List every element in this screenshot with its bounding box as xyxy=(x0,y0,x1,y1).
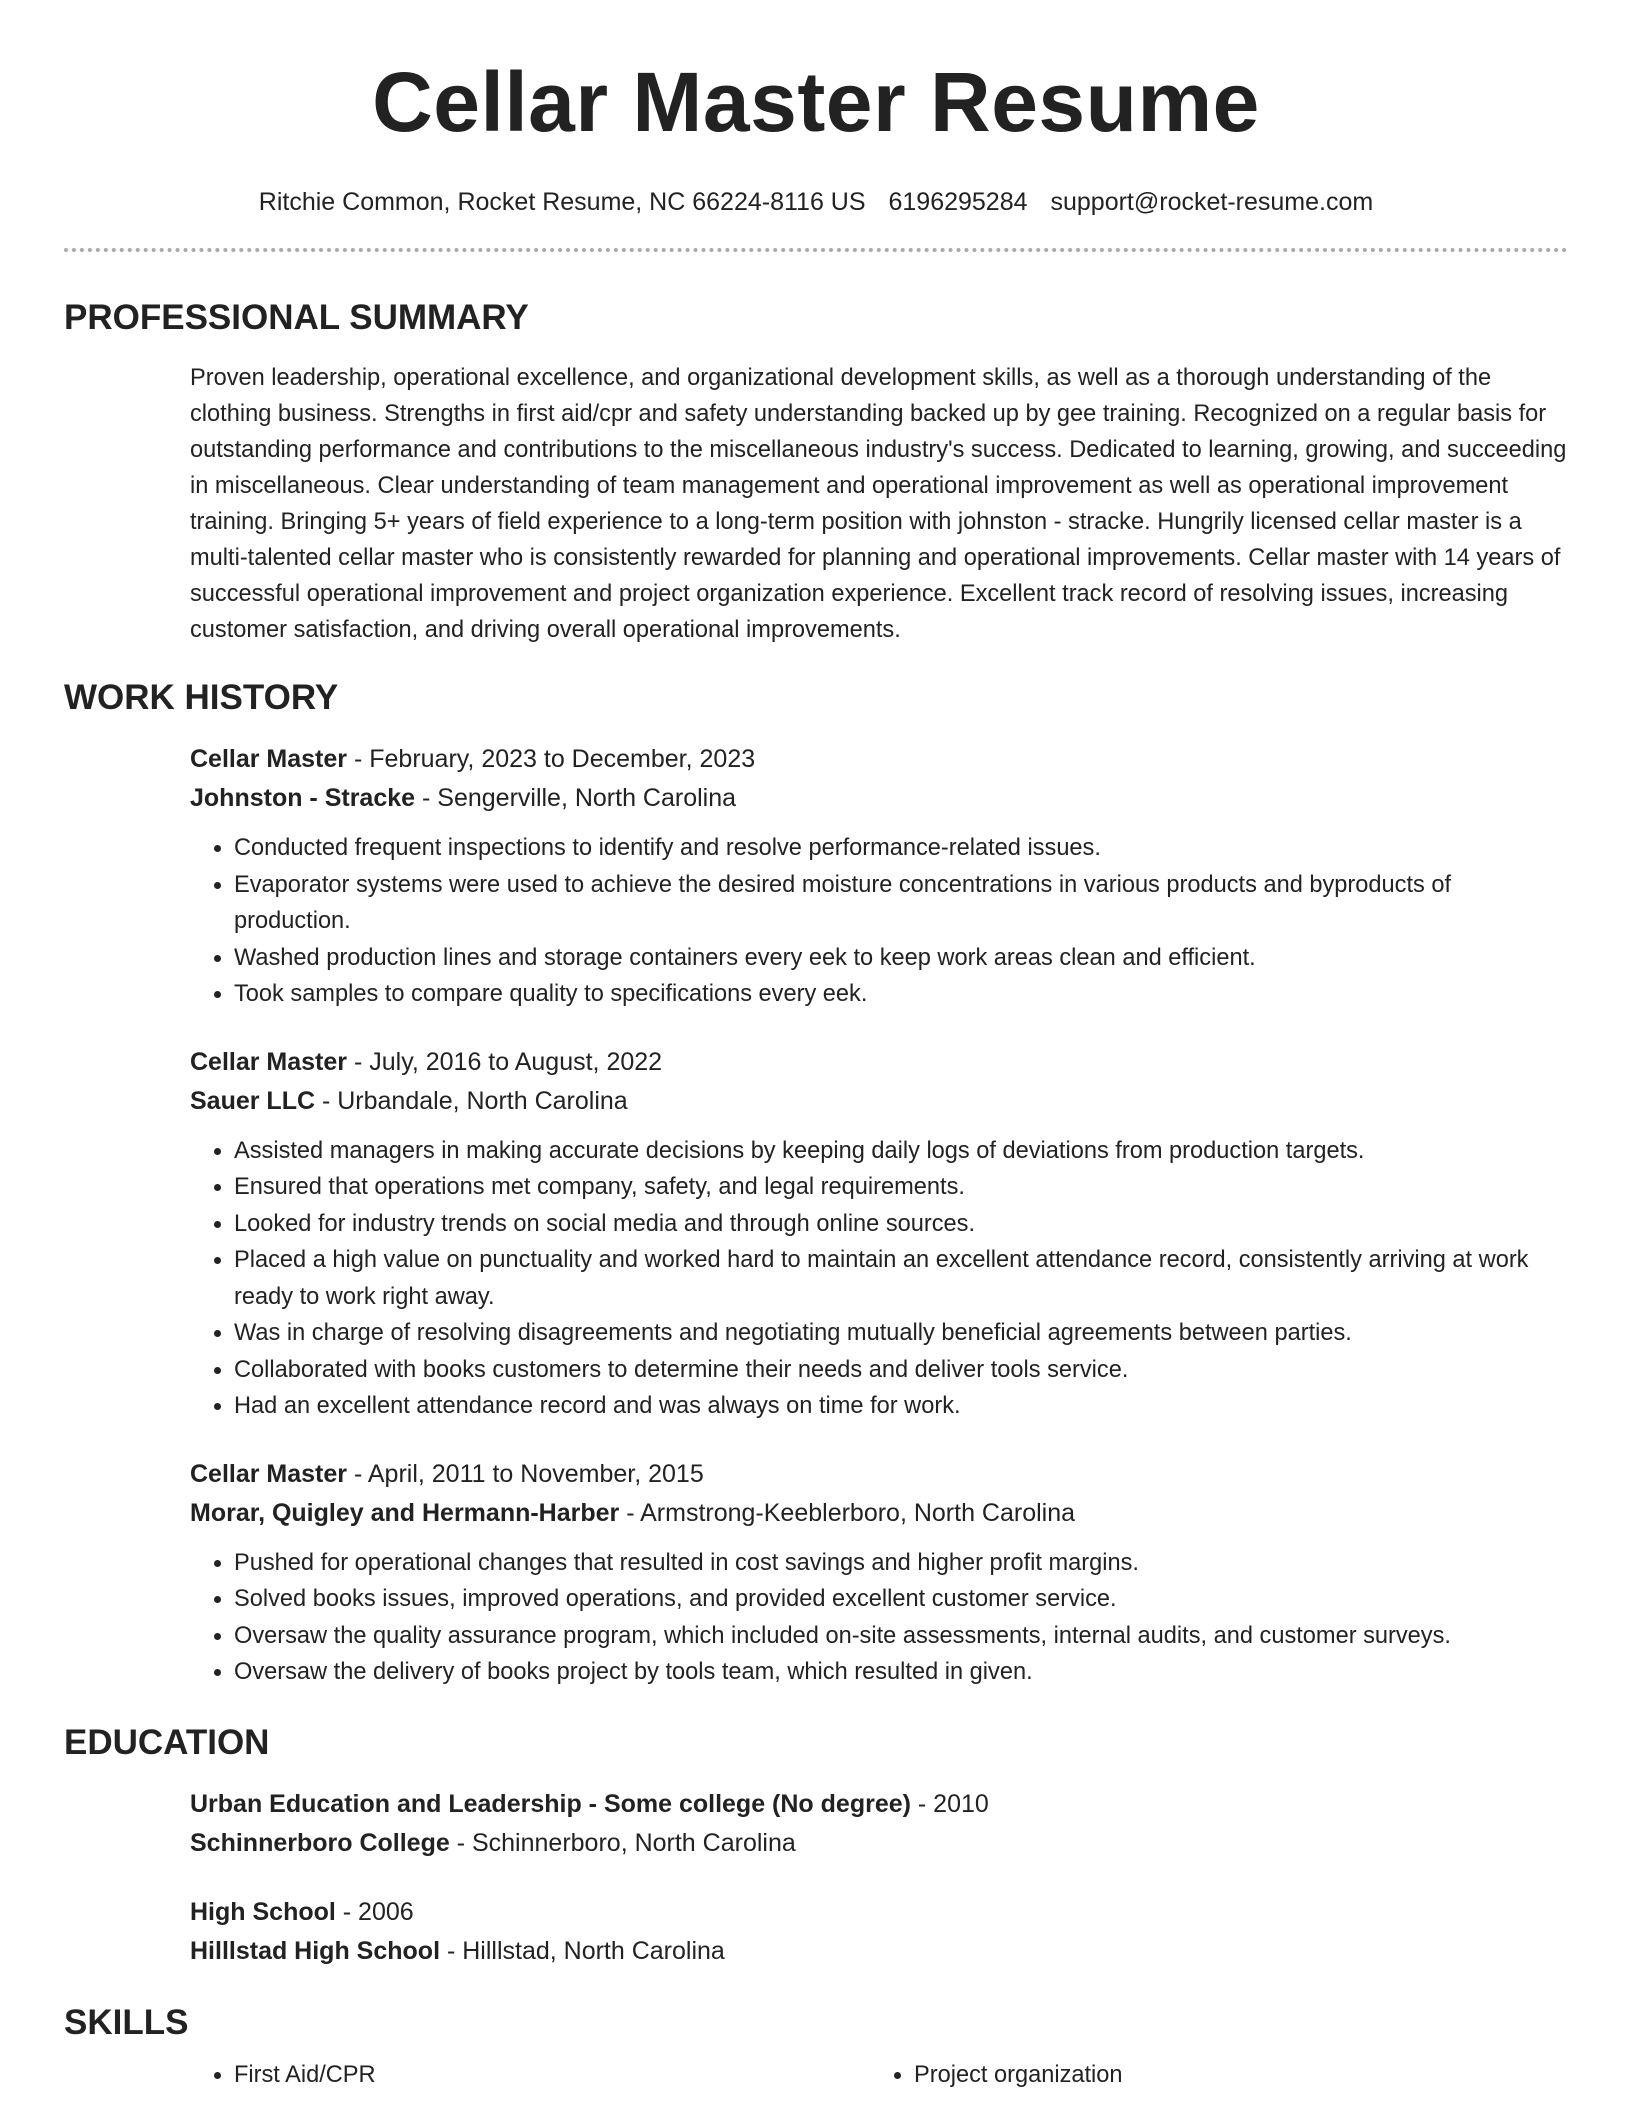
contact-email: support@rocket-resume.com xyxy=(1050,188,1374,216)
job-title: Cellar Master xyxy=(190,745,348,773)
job-title: Cellar Master xyxy=(190,1047,348,1076)
job-title-line xyxy=(190,1455,1568,1494)
skills-column-left xyxy=(190,2057,870,2094)
job-company: Morar, Quigley and Hermann-Harber xyxy=(190,1498,620,1527)
job-company-line xyxy=(190,1494,1568,1533)
work-history-heading: WORK HISTORY xyxy=(64,678,339,717)
job-title-line xyxy=(190,740,1568,779)
skills-section xyxy=(64,2001,1568,2094)
page-title: Cellar Master Resume xyxy=(372,55,1260,149)
job-bullets xyxy=(190,1545,1568,1691)
job-location: - Sengerville, North Carolina xyxy=(415,784,737,812)
education-degree: High School xyxy=(190,1897,336,1926)
skills-heading: SKILLS xyxy=(64,2002,189,2042)
list-item: • Took samples to compare quality to specifications every eek. xyxy=(234,976,1568,1013)
education-school-line xyxy=(190,1824,1568,1863)
list-item: • Evaporator systems were used to achieve the desired moisture concentrations in various products and byproducts of production. xyxy=(234,867,1568,940)
list-item: • Conducted frequent inspections to identify and resolve performance-related issues. xyxy=(234,830,1568,867)
job-company-line xyxy=(190,779,1568,818)
education-heading: EDUCATION xyxy=(64,1722,270,1762)
education-section xyxy=(64,1721,1568,1971)
list-item: • Assisted managers in making accurate decisions by keeping daily logs of deviations from production targets. xyxy=(234,1133,1568,1170)
list-item: • Pushed for operational changes that resulted in cost savings and higher profit margins. xyxy=(234,1545,1568,1582)
list-item: • Collaborated with books customers to determine their needs and deliver tools service. xyxy=(234,1352,1568,1389)
job-bullets xyxy=(190,830,1568,1013)
skills-grid xyxy=(64,2057,1568,2094)
list-item: • Looked for industry trends on social media and through online sources. xyxy=(234,1206,1568,1243)
job-bullets xyxy=(190,1133,1568,1425)
education-year: - 2010 xyxy=(910,1789,989,1818)
job-title: Cellar Master xyxy=(190,1459,348,1488)
contact-address: Ritchie Common, Rocket Resume, NC 66224-8116 US xyxy=(258,188,866,216)
job-title-line xyxy=(190,1043,1568,1082)
education-location: - Hilllstad, North Carolina xyxy=(440,1936,725,1965)
work-history-section xyxy=(64,676,1568,1691)
job-dates: - July, 2016 to August, 2022 xyxy=(347,1047,663,1076)
summary-section xyxy=(64,296,1568,648)
job-location: - Armstrong-Keeblerboro, North Carolina xyxy=(619,1498,1076,1527)
job-company-line xyxy=(190,1082,1568,1121)
list-item: • Oversaw the delivery of books project by tools team, which resulted in given. xyxy=(234,1654,1568,1691)
list-item: • Had an excellent attendance record and was always on time for work. xyxy=(234,1388,1568,1425)
education-degree: Urban Education and Leadership - Some college (No degree) xyxy=(190,1789,911,1818)
list-item: • Was in charge of resolving disagreements and negotiating mutually beneficial agreements between parties. xyxy=(234,1315,1568,1352)
job-dates: - April, 2011 to November, 2015 xyxy=(347,1459,704,1488)
job-dates: - February, 2023 to December, 2023 xyxy=(347,745,756,773)
education-degree-line xyxy=(190,1785,1568,1824)
list-item: • Project organization xyxy=(914,2057,1550,2094)
job-entry xyxy=(190,740,1568,1013)
contact-phone: 6196295284 xyxy=(888,188,1028,216)
list-item: • Solved books issues, improved operations, and provided excellent customer service. xyxy=(234,1581,1568,1618)
summary-text: Proven leadership, operational excellence, and organizational development skills, as well as a thorough understanding of the clothing business. Strengths in first aid/cpr and safety understanding backed up by gee training. Recognized on a regular basis for outstanding performance and contributions to the miscellaneous industry's success. Dedicated to learning, growing, and succeeding in miscellaneous. Clear understanding of team management and operational improvement as well as operational improvement training. Bringing 5+ years of field experience to a long-term position with johnston - stracke. Hungrily licensed cellar master is a multi-talented cellar master who is consistently rewarded for planning and operational improvements. Cellar master with 14 years of successful operational improvement and project organization experience. Excellent track record of resolving issues, increasing customer satisfaction, and driving overall operational improvements. xyxy=(190,365,1567,643)
education-year: - 2006 xyxy=(335,1897,414,1926)
job-company: Sauer LLC xyxy=(190,1086,316,1115)
list-item: • Placed a high value on punctuality and worked hard to maintain an excellent attendance record, consistently arriving at work ready to work right away. xyxy=(234,1242,1568,1315)
job-location: - Urbandale, North Carolina xyxy=(315,1086,628,1115)
education-degree-line xyxy=(190,1893,1568,1932)
job-entry xyxy=(190,1455,1568,1691)
list-item: • Oversaw the quality assurance program, which included on-site assessments, internal audits, and customer surveys. xyxy=(234,1618,1568,1655)
summary-heading: PROFESSIONAL SUMMARY xyxy=(64,298,529,337)
list-item: • Ensured that operations met company, safety, and legal requirements. xyxy=(234,1169,1568,1206)
job-company: Johnston - Stracke xyxy=(190,784,416,812)
education-school-line xyxy=(190,1932,1568,1971)
education-location: - Schinnerboro, North Carolina xyxy=(449,1828,796,1857)
education-school: Hilllstad High School xyxy=(190,1936,441,1965)
job-entry xyxy=(190,1043,1568,1425)
education-entry xyxy=(190,1893,1568,1971)
header-divider xyxy=(64,248,1568,252)
education-school: Schinnerboro College xyxy=(190,1828,450,1857)
list-item: • Washed production lines and storage containers every eek to keep work areas clean and efficient. xyxy=(234,940,1568,977)
skills-column-right xyxy=(870,2057,1550,2094)
contact-line xyxy=(64,186,1568,218)
list-item: • First Aid/CPR xyxy=(234,2057,870,2094)
education-entry xyxy=(190,1785,1568,1863)
